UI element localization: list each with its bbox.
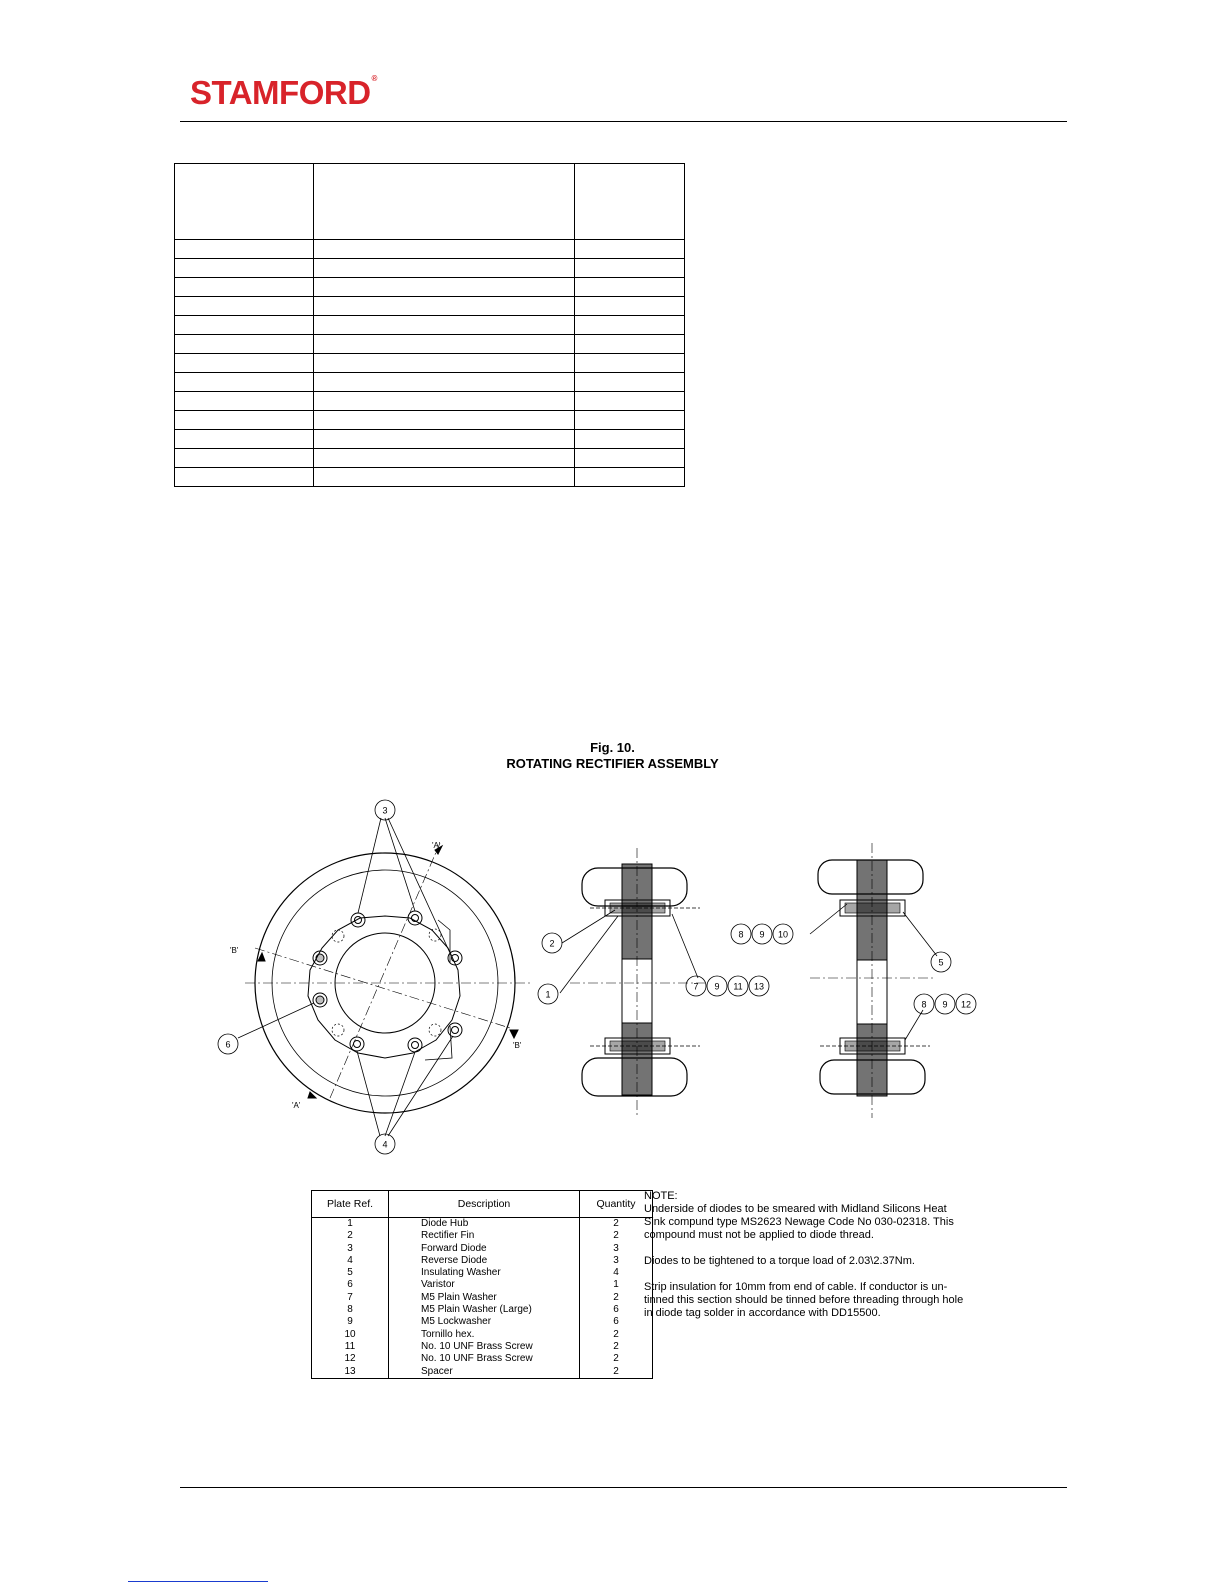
grid-row: [175, 240, 685, 259]
rectifier-assembly-drawing: [210, 798, 980, 1163]
cell-qty: 4: [580, 1267, 653, 1279]
callout-12: 12: [960, 999, 972, 1010]
grid-row: [175, 411, 685, 430]
figure-title: ROTATING RECTIFIER ASSEMBLY: [506, 756, 719, 771]
cell-desc: Rectifier Fin: [389, 1230, 580, 1242]
cell-ref: 10: [312, 1329, 389, 1341]
header-plate-ref: Plate Ref.: [312, 1191, 389, 1218]
plan-view: [218, 800, 530, 1154]
table-row: [312, 1316, 653, 1328]
callout-8a: 8: [738, 929, 744, 940]
stamford-logo: [190, 74, 377, 112]
cell-ref: 4: [312, 1255, 389, 1267]
cell-qty: 2: [580, 1230, 653, 1242]
cell-desc: Forward Diode: [389, 1243, 580, 1255]
callout-2: 2: [549, 938, 555, 949]
cell-desc: Tornillo hex.: [389, 1329, 580, 1341]
grid-row: [175, 430, 685, 449]
callout-8b: 8: [921, 999, 927, 1010]
header-rule: [180, 121, 1067, 122]
cell-qty: 2: [580, 1329, 653, 1341]
section-view-a: [538, 848, 769, 1118]
cell-qty: 6: [580, 1316, 653, 1328]
table-row: [312, 1218, 653, 1231]
grid-row: [175, 259, 685, 278]
callout-4: 4: [382, 1139, 388, 1150]
grid-row: [175, 316, 685, 335]
assembly-note: [644, 1190, 964, 1333]
brand-name: STAMFORD: [190, 74, 371, 111]
grid-row: [175, 335, 685, 354]
grid-row: [175, 278, 685, 297]
cell-qty: 3: [580, 1255, 653, 1267]
grid-row: [175, 354, 685, 373]
grid-row: [175, 468, 685, 487]
cell-ref: 13: [312, 1366, 389, 1379]
table-row: [312, 1329, 653, 1341]
cell-qty: 3: [580, 1243, 653, 1255]
table-row: [312, 1243, 653, 1255]
table-row: [312, 1366, 653, 1379]
table-row: [312, 1267, 653, 1279]
table-row: [312, 1230, 653, 1242]
grid-header-row: [175, 164, 685, 240]
cell-desc: M5 Lockwasher: [389, 1316, 580, 1328]
callout-5: 5: [938, 957, 944, 968]
cell-desc: Spacer: [389, 1366, 580, 1379]
callout-11: 11: [733, 981, 743, 992]
cell-ref: 1: [312, 1218, 389, 1231]
cell-desc: Reverse Diode: [389, 1255, 580, 1267]
note-paragraph-insulation: Strip insulation for 10mm from end of cable. If conductor is un-tinned this section should be tinned before threading through hole in diode tag solder in accordance with DD15500.: [644, 1281, 964, 1319]
cell-desc: No. 10 UNF Brass Screw: [389, 1353, 580, 1365]
figure-number: Fig. 10.: [590, 740, 635, 755]
cell-qty: 2: [580, 1218, 653, 1231]
table-row: [312, 1341, 653, 1353]
empty-grid-table: [174, 163, 685, 487]
grid-row: [175, 392, 685, 411]
cell-ref: 2: [312, 1230, 389, 1242]
cell-ref: 3: [312, 1243, 389, 1255]
table-row: [312, 1279, 653, 1291]
cell-qty: 2: [580, 1292, 653, 1304]
cell-desc: Varistor: [389, 1279, 580, 1291]
grid-row: [175, 373, 685, 392]
footer-link-underline[interactable]: [128, 1581, 268, 1582]
callout-3: 3: [382, 805, 388, 816]
footer-rule: [180, 1487, 1067, 1488]
cell-ref: 8: [312, 1304, 389, 1316]
cell-ref: 5: [312, 1267, 389, 1279]
grid-row: [175, 297, 685, 316]
table-row: [312, 1353, 653, 1365]
section-a-label-bottom: 'A': [292, 1101, 301, 1110]
callout-9a: 9: [714, 981, 720, 992]
cell-ref: 7: [312, 1292, 389, 1304]
cell-qty: 2: [580, 1341, 653, 1353]
cell-desc: Insulating Washer: [389, 1267, 580, 1279]
cell-qty: 6: [580, 1304, 653, 1316]
parts-table-header: [312, 1191, 653, 1218]
header-description: Description: [389, 1191, 580, 1218]
cell-desc: No. 10 UNF Brass Screw: [389, 1341, 580, 1353]
cell-desc: Diode Hub: [389, 1218, 580, 1231]
cell-qty: 1: [580, 1279, 653, 1291]
section-b-label-left: 'B': [230, 946, 239, 955]
table-row: [312, 1255, 653, 1267]
callout-9b: 9: [759, 929, 765, 940]
table-row: [312, 1304, 653, 1316]
cell-desc: M5 Plain Washer (Large): [389, 1304, 580, 1316]
cell-qty: 2: [580, 1353, 653, 1365]
parts-table: [311, 1190, 653, 1379]
callout-10: 10: [777, 929, 789, 940]
cell-desc: M5 Plain Washer: [389, 1292, 580, 1304]
table-row: [312, 1292, 653, 1304]
note-heading: NOTE:: [644, 1190, 678, 1202]
registered-mark: ®: [371, 74, 377, 83]
callout-1: 1: [545, 989, 551, 1000]
note-paragraph-compound: Underside of diodes to be smeared with Midland Silicons Heat Sink compund type MS2623 Newage Code No 030-02318. This compound must not be applied to diode thread.: [644, 1203, 954, 1241]
cell-ref: 6: [312, 1279, 389, 1291]
callout-9c: 9: [942, 999, 948, 1010]
section-a-label-top: 'A': [432, 841, 441, 850]
cell-ref: 11: [312, 1341, 389, 1353]
callout-6: 6: [225, 1039, 231, 1050]
callout-7: 7: [693, 981, 699, 992]
section-b-label-right: 'B': [513, 1041, 522, 1050]
cell-qty: 2: [580, 1366, 653, 1379]
note-paragraph-torque: Diodes to be tightened to a torque load of 2.03\2.37Nm.: [644, 1255, 915, 1267]
header-quantity: Quantity: [580, 1191, 653, 1218]
cell-ref: 12: [312, 1353, 389, 1365]
grid-row: [175, 449, 685, 468]
callout-13: 13: [753, 981, 765, 992]
cell-ref: 9: [312, 1316, 389, 1328]
